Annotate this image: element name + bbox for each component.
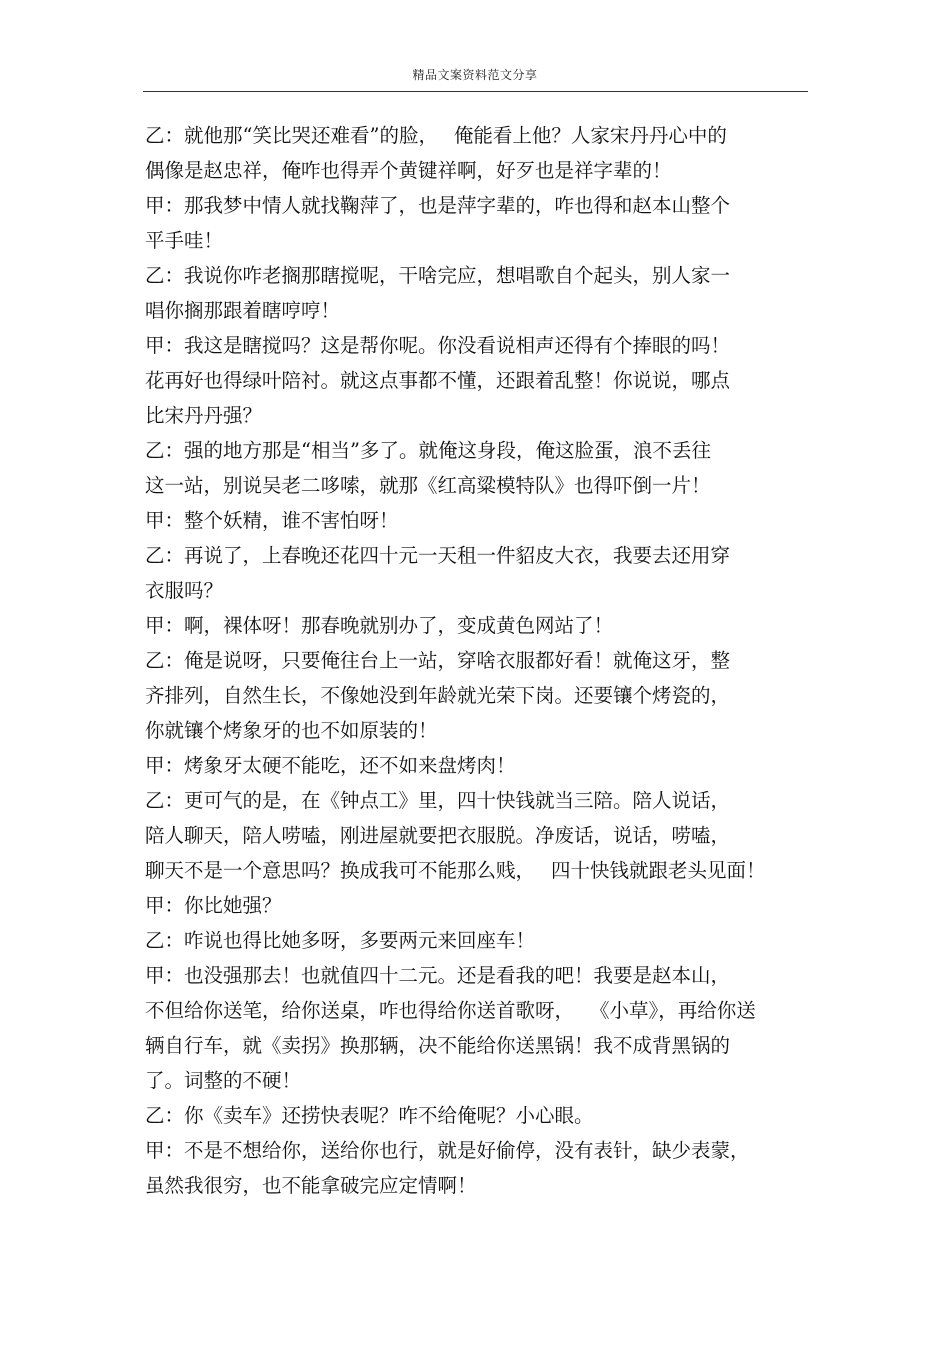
dialogue-line: 不但给你送笔，给你送桌，咋也得给你送首歌呀， 《小草》，再给你送 bbox=[145, 999, 756, 1022]
dialogue-line: 衣服吗？ bbox=[145, 579, 224, 602]
dialogue-line: 聊天不是一个意思吗？换成我可不能那么贱， 四十快钱就跟老头见面！ bbox=[145, 859, 766, 882]
dialogue-line: 虽然我很穷，也不能拿破完应定情啊！ bbox=[145, 1174, 477, 1197]
dialogue-line: 甲：那我梦中情人就找鞠萍了，也是萍字辈的，咋也得和赵本山整个 bbox=[145, 194, 731, 217]
dialogue-line: 齐排列，自然生长，不像她没到年龄就光荣下岗。还要镶个烤瓷的， bbox=[145, 684, 731, 707]
dialogue-line: 甲：烤象牙太硬不能吃，还不如来盘烤肉！ bbox=[145, 754, 516, 777]
dialogue-line: 甲：啊，裸体呀！那春晚就别办了，变成黄色网站了！ bbox=[145, 614, 614, 637]
dialogue-line: 甲：也没强那去！也就值四十二元。还是看我的吧！我要是赵本山， bbox=[145, 964, 731, 987]
dialogue-line: 甲：你比她强？ bbox=[145, 894, 282, 917]
dialogue-line: 偶像是赵忠祥，俺咋也得弄个黄键祥啊，好歹也是祥字辈的！ bbox=[145, 159, 672, 182]
dialogue-line: 乙：我说你咋老搁那瞎搅呢，干啥完应，想唱歌自个起头，别人家一 bbox=[145, 264, 731, 287]
dialogue-line: 了。词整的不硬！ bbox=[145, 1069, 302, 1092]
header-divider bbox=[143, 91, 808, 92]
dialogue-line: 花再好也得绿叶陪衬。就这点事都不懂，还跟着乱整！你说说，哪点 bbox=[145, 369, 731, 392]
dialogue-body bbox=[145, 118, 815, 1203]
dialogue-line: 乙：俺是说呀，只要俺往台上一站，穿啥衣服都好看！就俺这牙，整 bbox=[145, 649, 731, 672]
dialogue-line: 你就镶个烤象牙的也不如原装的！ bbox=[145, 719, 438, 742]
dialogue-line: 甲：我这是瞎搅吗？这是帮你呢。你没看说相声还得有个捧眼的吗！ bbox=[145, 334, 731, 357]
dialogue-line: 陪人聊天，陪人唠嗑，刚进屋就要把衣服脱。净废话，说话，唠嗑， bbox=[145, 824, 731, 847]
dialogue-line: 这一站，别说吴老二哆嗦，就那《红高粱模特队》也得吓倒一片！ bbox=[145, 474, 711, 497]
dialogue-line: 比宋丹丹强？ bbox=[145, 404, 263, 427]
dialogue-line: 乙：强的地方那是“相当”多了。就俺这身段，俺这脸蛋，浪不丢往 bbox=[145, 439, 711, 462]
page-header: 精品文案资料范文分享 bbox=[412, 68, 538, 82]
dialogue-line: 乙：你《卖车》还捞快表呢？咋不给俺呢？小心眼。 bbox=[145, 1104, 594, 1127]
dialogue-line: 唱你搁那跟着瞎哼哼！ bbox=[145, 299, 341, 322]
dialogue-line: 乙：咋说也得比她多呀，多要两元来回座车！ bbox=[145, 929, 536, 952]
dialogue-line: 乙：更可气的是，在《钟点工》里，四十快钱就当三陪。陪人说话， bbox=[145, 789, 731, 812]
dialogue-line: 甲：不是不想给你，送给你也行，就是好偷停，没有表针，缺少表蒙， bbox=[145, 1139, 750, 1162]
dialogue-line: 平手哇！ bbox=[145, 229, 224, 252]
dialogue-line: 甲：整个妖精，谁不害怕呀！ bbox=[145, 509, 399, 532]
dialogue-line: 乙：再说了，上春晚还花四十元一天租一件貂皮大衣，我要去还用穿 bbox=[145, 544, 731, 567]
dialogue-line: 辆自行车，就《卖拐》换那辆，决不能给你送黑锅！我不成背黑锅的 bbox=[145, 1034, 731, 1057]
dialogue-line: 乙：就他那“笑比哭还难看”的脸， 俺能看上他？人家宋丹丹心中的 bbox=[145, 124, 727, 147]
